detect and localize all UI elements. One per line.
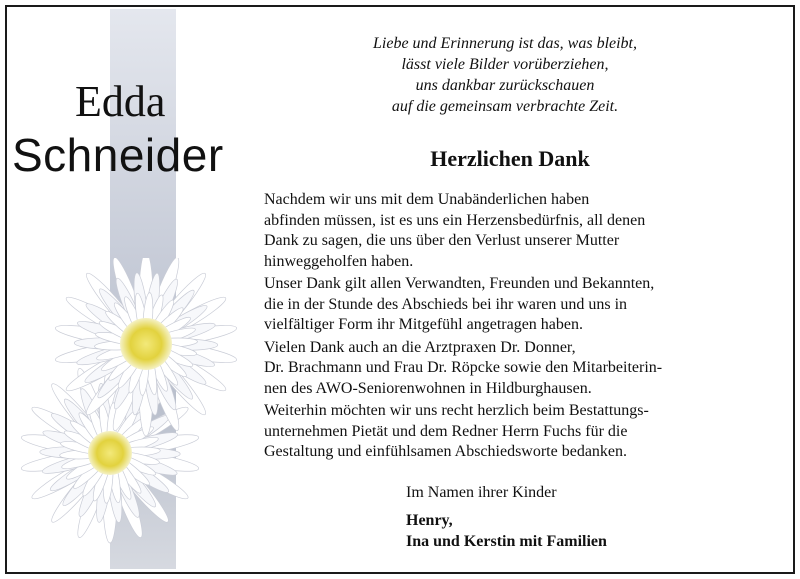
deceased-last-name: Schneider [12, 129, 224, 181]
thanks-paragraph [264, 190, 784, 272]
text-line: Dr. Brachmann und Frau Dr. Röpcke sowie den Mitarbeiterin- [264, 359, 663, 376]
text-line: abfinden müssen, ist es uns ein Herzensbedürfnis, all denen [264, 211, 646, 229]
text-line: Dank zu sagen, die uns über den Verlust unserer Mutter [264, 232, 620, 249]
text-line: Gestaltung und einfühlsamen Abschiedsworte bedanken. [264, 443, 628, 460]
signature-names [406, 510, 607, 552]
text-line: nen des AWO-Seniorenwohnen in Hildburghausen. [264, 379, 592, 397]
deceased-first-name: Edda [75, 77, 166, 126]
thanks-paragraph [264, 338, 784, 400]
flower-center [120, 318, 172, 370]
text-line: Unser Dank gilt allen Verwandten, Freunden und Bekannten, [264, 275, 655, 292]
signature-line: Henry, [406, 512, 453, 529]
poem-line: auf die gemeinsam verbrachte Zeit. [391, 98, 619, 115]
text-line: Vielen Dank auch an die Arztpraxen Dr. Donner, [264, 338, 576, 356]
text-line: Nachdem wir uns mit dem Unabänderlichen haben [264, 191, 590, 208]
text-line: Weiterhin möchten wir uns recht herzlich beim Bestattungs- [264, 402, 649, 419]
dahlia-flowers-image [18, 258, 238, 558]
poem-line: lässt viele Bilder vorüberziehen, [401, 56, 609, 73]
poem-line: Liebe und Erinnerung ist das, was bleibt, [373, 35, 637, 52]
poem-line: uns dankbar zurückschauen [415, 77, 595, 94]
text-line: hinweggeholfen haben. [264, 252, 414, 270]
text-line: die in der Stunde des Abschieds bei ihr waren und uns in [264, 295, 628, 313]
thanks-paragraph [264, 274, 784, 336]
signature-intro: Im Namen ihrer Kinder [406, 484, 557, 501]
flower-center [88, 431, 132, 475]
signature-line: Ina und Kerstin mit Familien [406, 533, 607, 550]
notice-heading: Herzlichen Dank [430, 146, 590, 171]
thanks-text [264, 190, 784, 465]
thanks-paragraph [264, 401, 784, 463]
text-line: vielfältiger Form ihr Mitgefühl angetragen haben. [264, 316, 584, 333]
memorial-poem [300, 33, 710, 117]
text-line: unternehmen Pietät und dem Redner Herrn Fuchs für die [264, 422, 628, 440]
